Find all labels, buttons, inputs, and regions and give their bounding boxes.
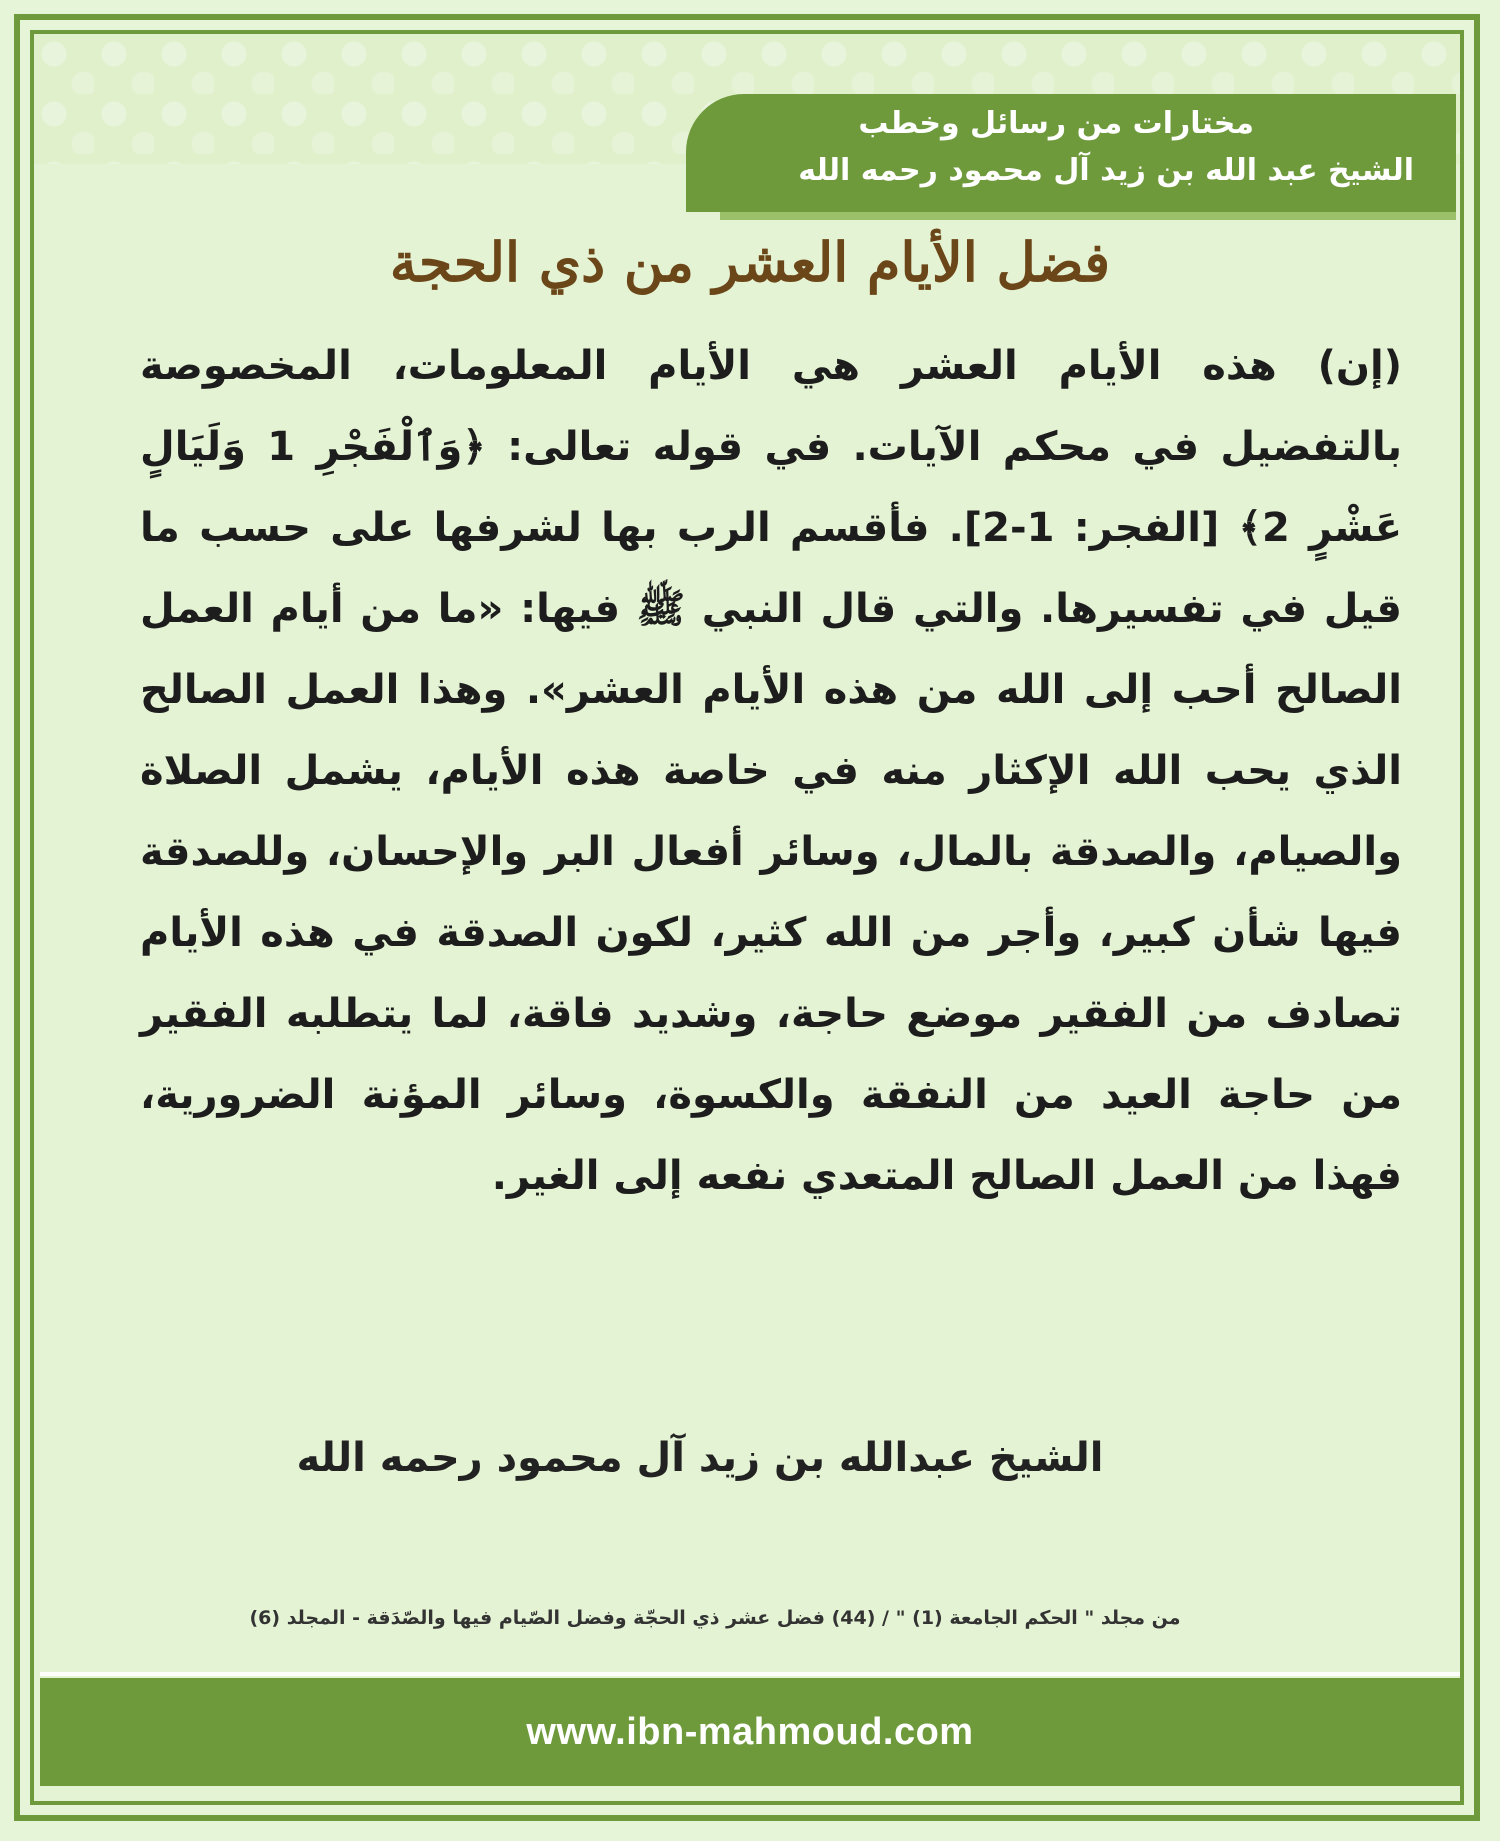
- footer-separator: [40, 1672, 1460, 1676]
- article-body: (إن) هذه الأيام العشر هي الأيام المعلومات، المخصوصة بالتفضيل في محكم الآيات. في قوله تعالى: ﴿وَٱلْفَجْرِ 1 وَلَيَالٍ عَشْرٍ 2﴾ [الفجر: 1-2]. فأقسم الرب بها لشرفها على حسب ما قيل في تفسيرها. والتي قال النبي ﷺ فيها: «ما من أيام العمل الصالح أحب إلى الله من هذه الأيام العشر». وهذا العمل الصالح الذي يحب الله الإكثار منه في خاصة هذه الأيام، يشمل الصلاة والصيام، والصدقة بالمال، وسائر أفعال البر والإحسان، وللصدقة فيها شأن كبير، وأجر من الله كثير، لكون الصدقة في هذه الأيام تصادف من الفقير موضع حاجة، وشديد فاقة، لما يتطلبه الفقير من حاجة العيد من النفقة والكسوة، وسائر المؤنة الضرورية، فهذا من العمل الصالح المتعدي نفعه إلى الغير.: [140, 343, 1403, 1199]
- header-series-title: مختارات من رسائل وخطب: [858, 106, 1254, 141]
- source-reference: من مجلد " الحكم الجامعة (1) " / (44) فضل عشر ذي الحجّة وفضل الصّيام فيها والصّدَقة - المجلد (6): [249, 1607, 1181, 1629]
- header-badge: [686, 94, 1456, 212]
- header-author-name: الشيخ عبد الله بن زيد آل محمود رحمه الله: [798, 153, 1414, 188]
- author-signature: الشيخ عبدالله بن زيد آل محمود رحمه الله: [296, 1435, 1104, 1481]
- page-title: فضل الأيام العشر من ذي الحجة: [389, 230, 1111, 294]
- header-underline: [720, 212, 1456, 220]
- website-link[interactable]: www.ibn-mahmoud.com: [526, 1710, 974, 1753]
- footer-bar: [40, 1678, 1460, 1786]
